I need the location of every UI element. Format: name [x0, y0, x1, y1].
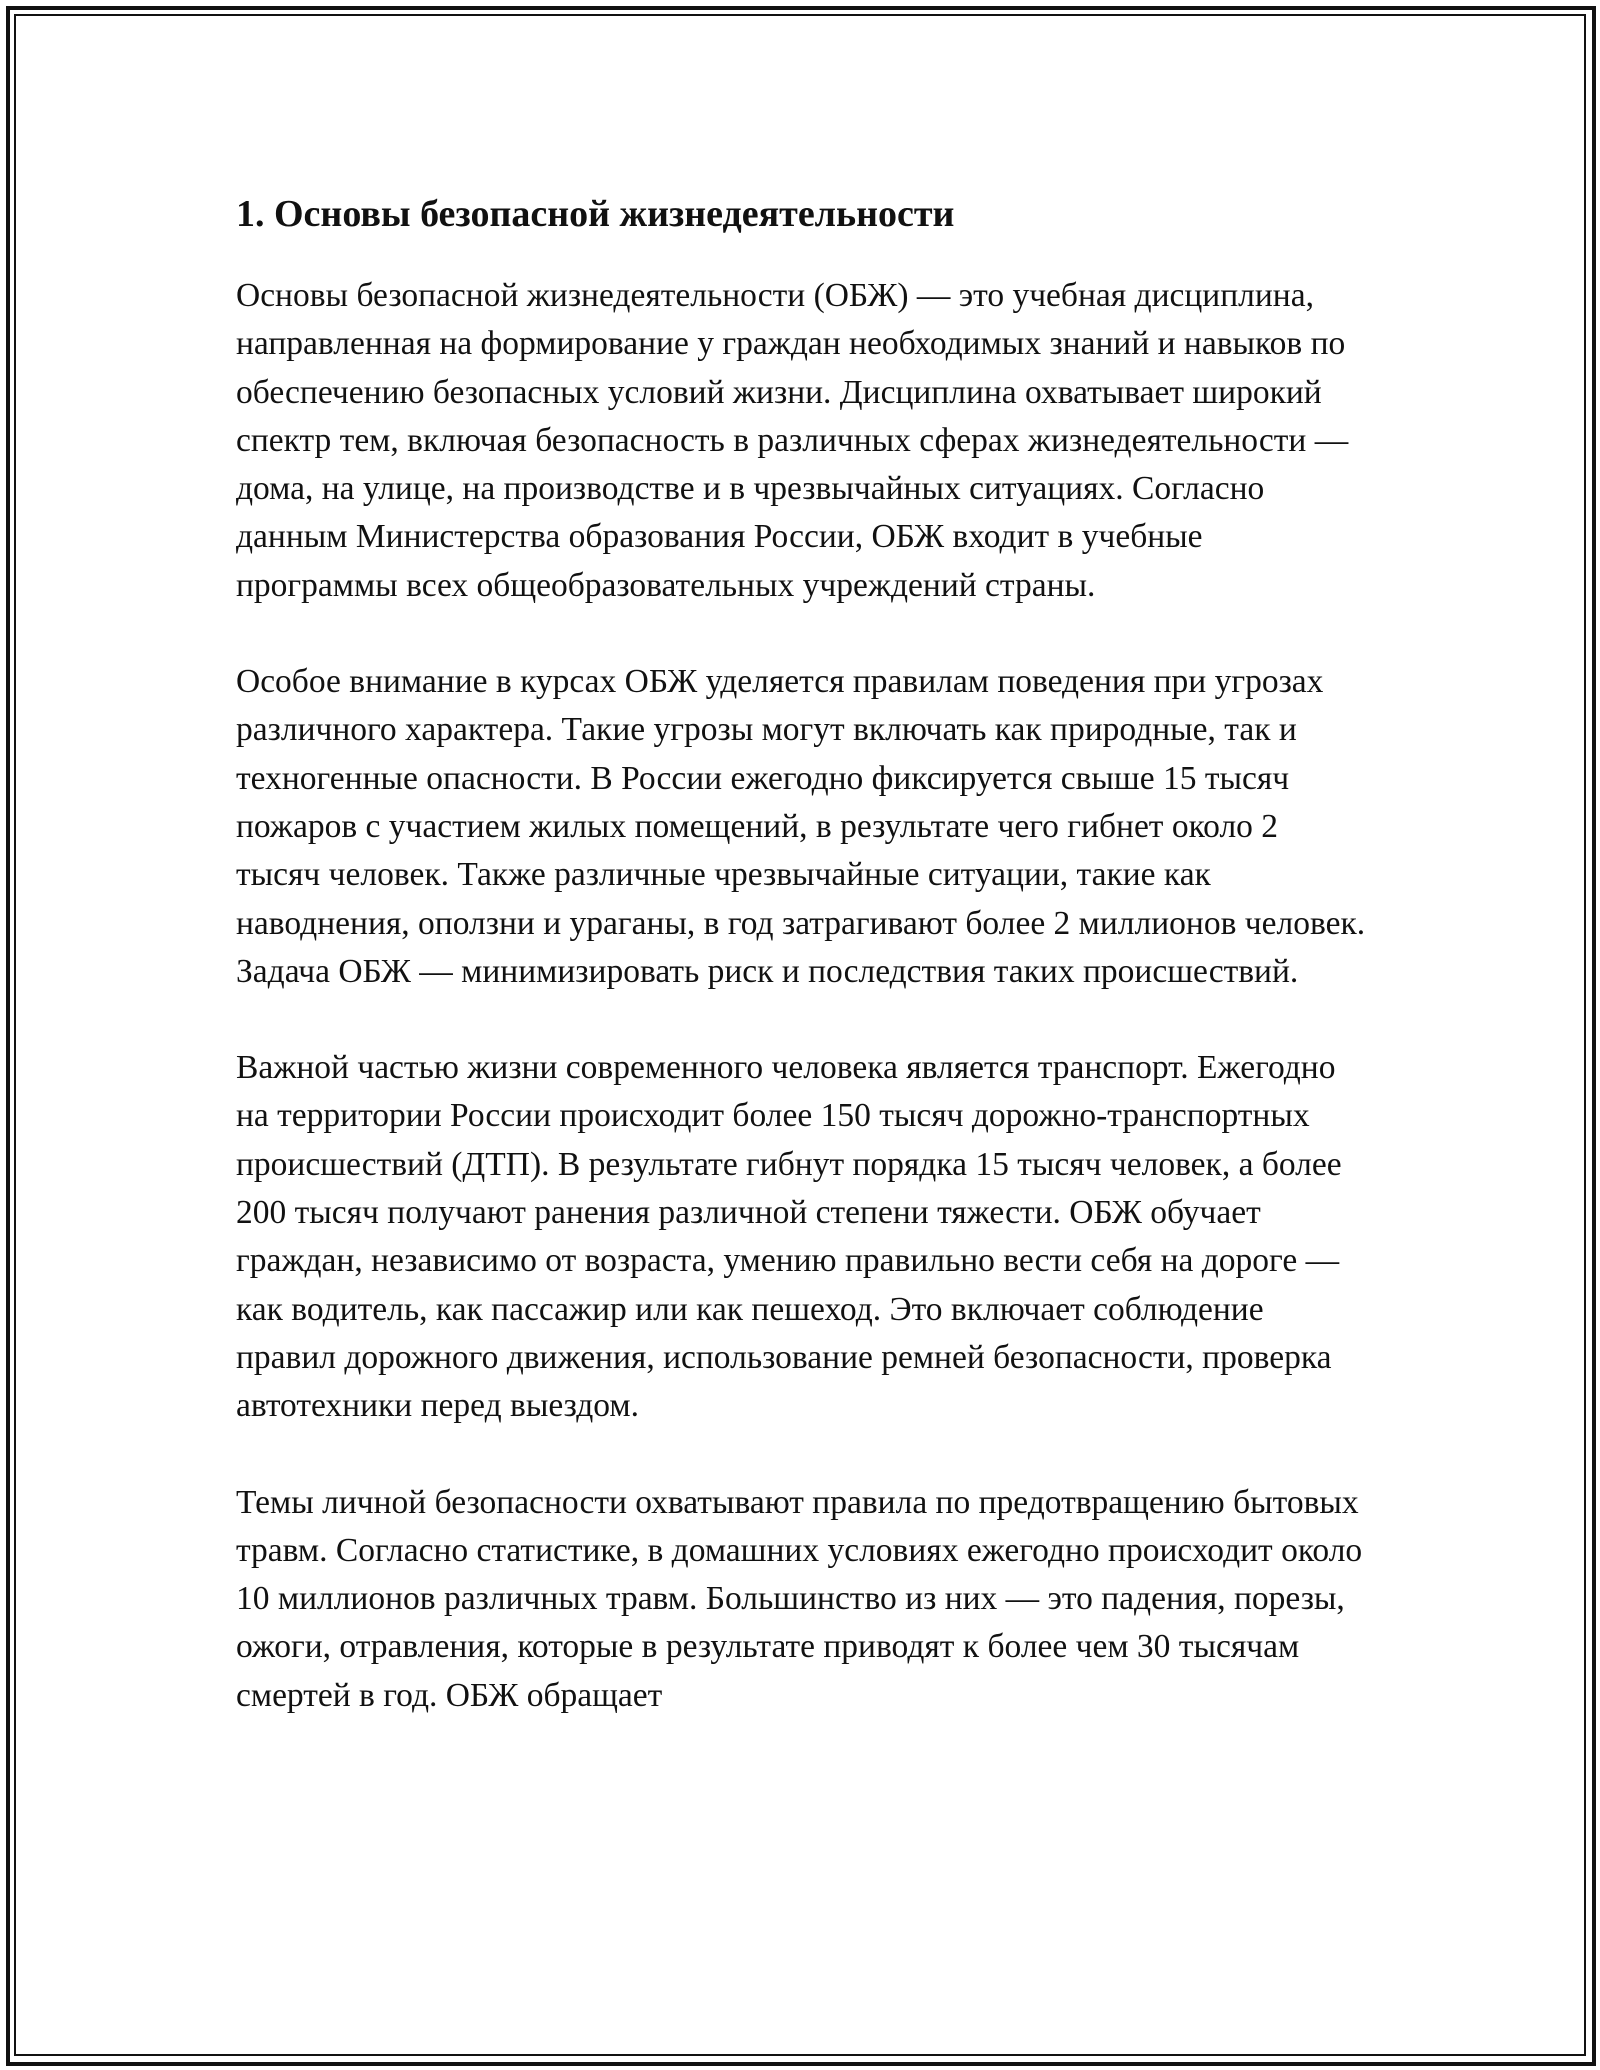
document-body	[236, 186, 1366, 1768]
paragraph-intro: Основы безопасной жизнедеятельности (ОБЖ) — это учебная дисциплина, направленная на формирование у граждан необходимых знаний и навыков по обеспечению безопасных условий жизни. Дисциплина охватывает широкий спектр тем, включая безопасность в различных сферах жизнедеятельности — дома, на улице, на производстве и в чрезвычайных ситуациях. Согласно данным Министерства образования России, ОБЖ входит в учебные программы всех общеобразовательных учреждений страны.	[236, 277, 1349, 604]
paragraph-personal-safety: Темы личной безопасности охватывают правила по предотвращению бытовых травм. Согласно статистике, в домашних условиях ежегодно происходит около 10 миллионов различных травм. Большинство из них — это падения, порезы, ожоги, отравления, которые в результате приводят к более чем 30 тысячам смертей в год. ОБЖ обращает	[236, 1483, 1363, 1714]
paragraph-threats: Особое внимание в курсах ОБЖ уделяется правилам поведения при угрозах различного характера. Такие угрозы могут включать как природные, так и техногенные опасности. В России ежегодно фиксируется свыше 15 тысяч пожаров с участием жилых помещений, в результате чего гибнет около 2 тысяч человек. Также различные чрезвычайные ситуации, такие как наводнения, оползни и ураганы, в год затрагивают более 2 миллионов человек. Задача ОБЖ — минимизировать риск и последствия таких происшествий.	[236, 663, 1366, 990]
section-heading: 1. Основы безопасной жизнедеятельности	[236, 193, 955, 235]
paragraph-transport: Важной частью жизни современного человека является транспорт. Ежегодно на территории России происходит более 150 тысяч дорожно-транспортных происшествий (ДТП). В результате гибнут порядка 15 тысяч человек, а более 200 тысяч получают ранения различной степени тяжести. ОБЖ обучает граждан, независимо от возраста, умению правильно вести себя на дороге — как водитель, как пассажир или как пешеход. Это включает соблюдение правил дорожного движения, использование ремней безопасности, проверка автотехники перед выездом.	[236, 1049, 1342, 1425]
